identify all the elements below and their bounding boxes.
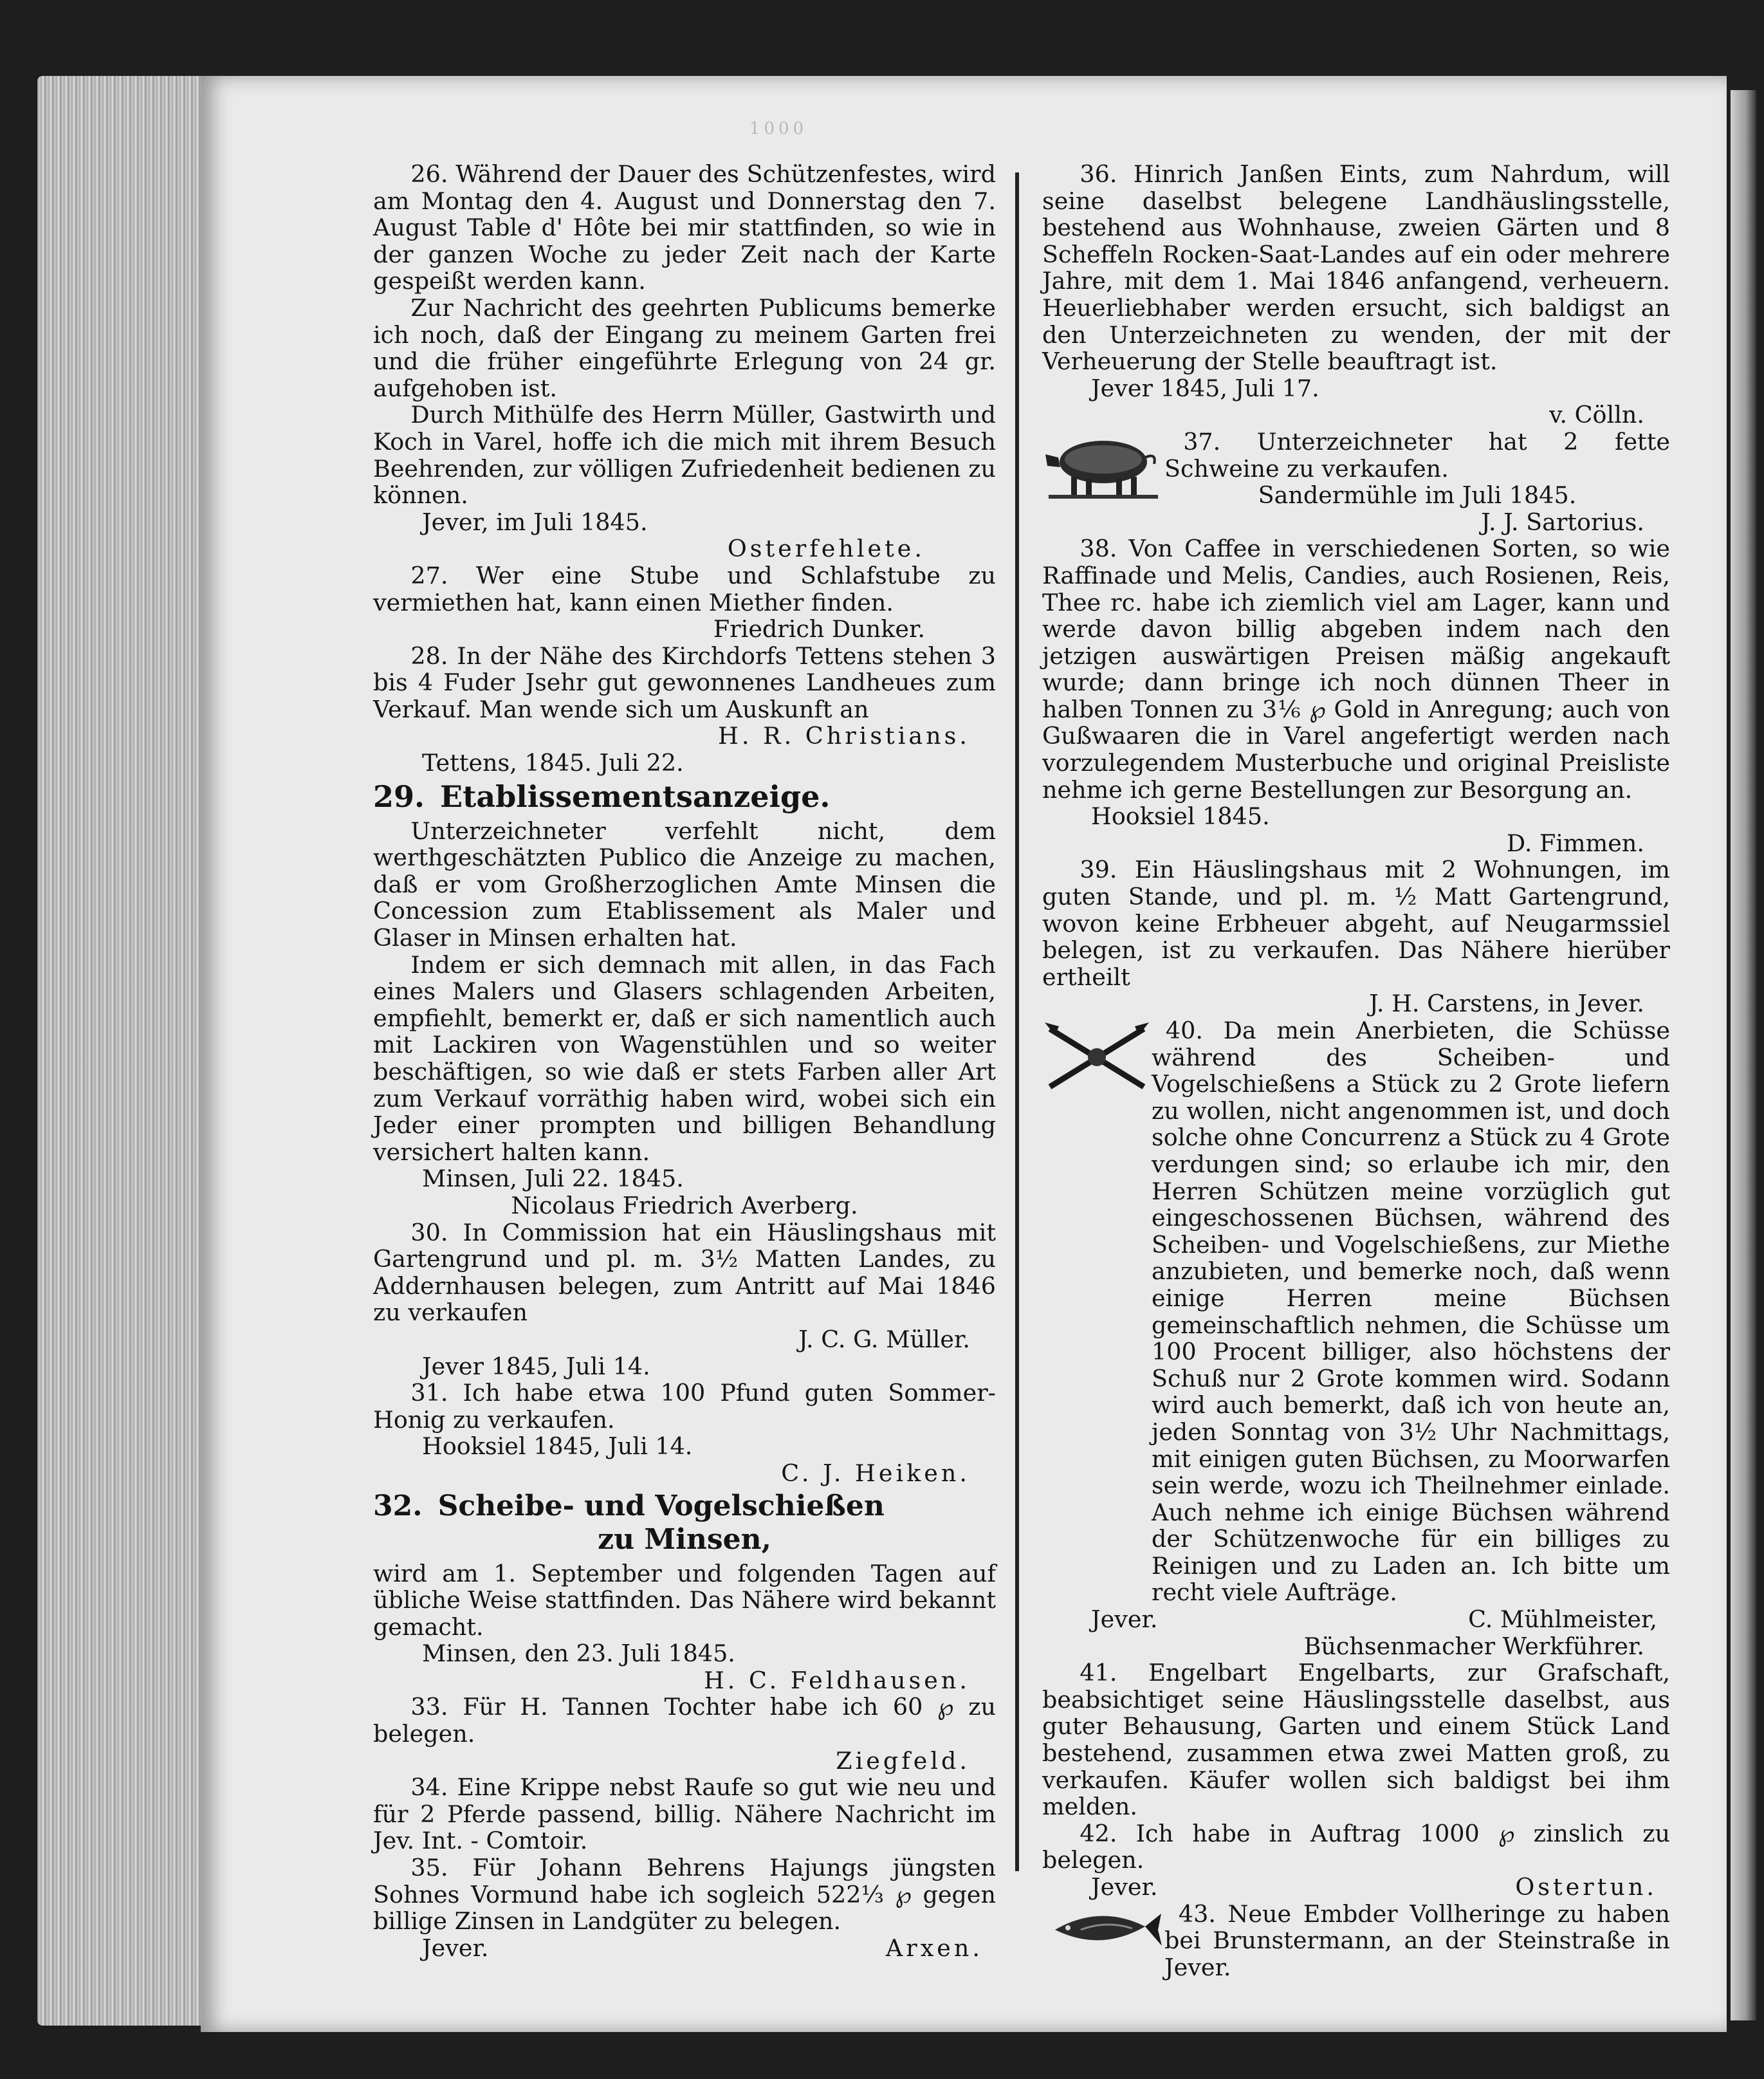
- notice-37: [1042, 429, 1670, 535]
- notice-signature: v. Cölln.: [1549, 401, 1644, 429]
- notice-place-date: Hooksiel 1845.: [1091, 802, 1270, 831]
- notice-place-date: Minsen, Juli 22. 1845.: [422, 1165, 684, 1193]
- column-divider: [1015, 172, 1019, 1871]
- notice-35: [373, 1854, 996, 1961]
- notice-text: Indem er sich demnach mit allen, in das Fach eines Malers und Glasers schlagenden Arbeiten, empfiehlt, bemerkt er, daß er sich namentlich auch mit Lackiren von Wagenstühlen und so weiter beschäftigen, so wie daß er stets Farben aller Art zum Verkauf vorräthig haben wird, wobei sich ein Jeder einer prompten und billigen Behandlung versichert halten kann.: [373, 950, 996, 1166]
- notice-40-top: [1042, 1017, 1670, 1606]
- notice-place-date: Jever 1845, Juli 17.: [1091, 374, 1319, 402]
- notice-text: 36. Hinrich Janßen Eints, zum Nahrdum, will seine daselbst belegene Landhäuslingsstelle, bestehend aus Wohnhause, zweien Gärten und 8 Scheffeln Rocken-Saat-Landes auf ein oder mehrere Jahre, mit dem 1. Mai 1846 anfangend, verheuern. Heuerliebhaber werden ersucht, sich baldigst an den Unterzeichneten zu wenden, der mit der Verheuerung der Stelle beauftragt ist.: [1042, 160, 1670, 376]
- notice-number: 29.: [373, 779, 425, 814]
- notice-signature: C. J. Heiken.: [781, 1459, 970, 1487]
- notice-40: [1042, 1017, 1670, 1659]
- notice-place-date: Sandermühle im Juli 1845.: [1258, 481, 1577, 510]
- notice-text: 40. Da mein Anerbieten, die Schüsse während des Scheiben- und Vogelschießens a Stück zu 2 Grote liefern zu wollen, nicht angenommen ist, und doch solche ohne Concurrenz a Stück zu 4 Grote verdungen sind; so erlaube ich mir, den Herren Schützen meine vorzüglich gut eingeschossenen Büchsen, während des Scheiben- und Vogelschießens, zur Miethe anzubieten, und bemerke noch, daß wenn einige Herren meine Büchsen gemeinschaftlich nehmen, die Schüsse um 100 Procent billiger, also höchstens der Schuß nur 2 Grote kommen wird. Sodann wird auch bemerkt, daß ich von heute an, jeden Sonntag von 3½ Uhr Nachmittags, mit einigen guten Büchsen, zu Moorwarfen sein werde, wozu ich Theilnehmer einlade. Auch nehme ich einige Büchsen während der Schützenwoche für ein billiges zu Reinigen und zu Laden an. Ich bitte um recht viele Aufträge.: [1152, 1017, 1670, 1607]
- notice-place-date: Hooksiel 1845, Juli 14.: [422, 1432, 693, 1461]
- crossed-rifles-icon: [1042, 1017, 1152, 1098]
- notice-38: [1042, 535, 1670, 856]
- notice-text: 41. Engelbart Engelbarts, zur Grafschaft, beabsichtiget seine Häuslingsstelle daselbst, aus guter Behausung, Garten und einem Stück Land bestehend, zusammen etwa zwei Matten groß, zu verkaufen. Käufer wollen sich baldigst bei ihm melden.: [1042, 1659, 1670, 1821]
- herring-icon: [1042, 1901, 1164, 1959]
- notice-text: 27. Wer eine Stube und Schlafstube zu vermiethen hat, kann einen Miether finden.: [373, 561, 996, 616]
- notice-text: Zur Nachricht des geehrten Publicums bemerke ich noch, daß der Eingang zu meinem Garten frei und die früher eingeführte Erlegung von 24 gr. aufgehoben ist.: [373, 293, 996, 402]
- notice-text: 43. Neue Embder Vollheringe zu haben bei Brunstermann, an der Steinstraße in Jever.: [1164, 1899, 1670, 1981]
- notice-heading: [373, 779, 996, 814]
- notice-text: 37. Unterzeichneter hat 2 fette Schweine zu verkaufen.: [1164, 427, 1670, 483]
- notice-text: 31. Ich habe etwa 100 Pfund guten Sommer-Honig zu verkaufen.: [373, 1379, 996, 1434]
- notice-33: [373, 1694, 996, 1774]
- notice-signature: D. Fimmen.: [1506, 829, 1644, 857]
- notice-32: [373, 1490, 996, 1694]
- notice-27: [373, 562, 996, 643]
- notice-place-date: Jever.: [1091, 1873, 1158, 1901]
- notice-footer: [373, 1935, 996, 1962]
- notice-text: 42. Ich habe in Auftrag 1000 ℘ zinslich zu belegen.: [1042, 1819, 1670, 1874]
- page-folio: 1000: [749, 119, 808, 138]
- notice-text: Unterzeichneter verfehlt nicht, dem werthgeschätzten Publico die Anzeige zu machen, daß er vom Großherzoglichen Amte Minsen die Concession zum Etablissement als Maler und Glaser in Minsen erhalten hat.: [373, 817, 996, 952]
- notice-text: 26. Während der Dauer des Schützenfestes, wird am Montag den 4. August und Donnerstag den 7. August Table d' Hôte bei mir stattfinden, so wie in der ganzen Woche zu jeder Zeit nach der Karte gespeißt werden kann.: [373, 160, 996, 295]
- notice-place-date: Tettens, 1845. Juli 22.: [422, 749, 684, 777]
- notice-footer: [1042, 1874, 1670, 1901]
- notice-28: [373, 643, 996, 777]
- notice-30: [373, 1219, 996, 1380]
- notice-31: [373, 1380, 996, 1486]
- notice-text: 34. Eine Krippe nebst Raufe so gut wie neu und für 2 Pferde passend, billig. Nähere Nachricht im Jev. Int. - Comtoir.: [373, 1773, 996, 1855]
- notice-text: 28. In der Nähe des Kirchdorfs Tettens stehen 3 bis 4 Fuder Jsehr gut gewonnenes Landheues zum Verkauf. Man wende sich um Auskunft an: [373, 642, 996, 723]
- notice-text: Durch Mithülfe des Herrn Müller, Gastwirth und Koch in Varel, hoffe ich die mich mit ihrem Besuch Beehrenden, zur völligen Zufriedenheit bedienen zu können.: [373, 401, 996, 510]
- notice-footer: [1042, 1606, 1670, 1633]
- notice-26: [373, 161, 996, 562]
- right-column: [1042, 161, 1670, 1981]
- notice-place-date: Jever.: [1091, 1605, 1158, 1634]
- notice-29: [373, 779, 996, 1219]
- notice-41: [1042, 1659, 1670, 1820]
- heading-text-line2: zu Minsen,: [598, 1522, 771, 1556]
- heading-text: Scheibe- und Vogelschießen: [437, 1489, 885, 1522]
- notice-signature: Arxen.: [885, 1934, 983, 1962]
- notice-text: 33. Für H. Tannen Tochter habe ich 60 ℘ zu belegen.: [373, 1693, 996, 1748]
- notice-place-date: Minsen, den 23. Juli 1845.: [422, 1640, 735, 1668]
- notice-signature: J. C. G. Müller.: [798, 1325, 970, 1353]
- notice-signature: Ziegfeld.: [836, 1746, 970, 1775]
- notice-body: [1164, 429, 1670, 535]
- notice-text: 39. Ein Häuslingshaus mit 2 Wohnungen, im guten Stande, und pl. m. ½ Matt Gartengrund, wovon keine Erbheuer abgeht, auf Neugarmssiel belegen, ist zu verkaufen. Das Nähere hierüber ertheilt: [1042, 856, 1670, 991]
- notice-39: [1042, 856, 1670, 1017]
- notice-signature-line2: Büchsenmacher Werkführer.: [1303, 1632, 1644, 1660]
- notice-text: 38. Von Caffee in verschiedenen Sorten, so wie Raffinade und Melis, Candies, auch Rosienen, Reis, Thee rc. habe ich ziemlich viel am Lager, kann und werde davon billig abgeben indem nach den jetzigen auswärtigen Preisen mäßig angekauft wurde; dann bringe ich noch dünnen Theer in halben Tonnen zu 3⅙ ℘ Gold in Anregung; auch von Gußwaaren die in Varel angefertigt werden nach vorzulegendem Musterbuche und original Preisliste nehme ich gerne Bestellungen zur Besorgung an.: [1042, 535, 1670, 804]
- notice-signature: Ostertun.: [1515, 1873, 1657, 1901]
- notice-43: [1042, 1901, 1670, 1981]
- notice-signature: H. R. Christians.: [718, 722, 970, 750]
- notice-text: 35. Für Johann Behrens Hajungs jüngsten Sohnes Vormund habe ich sogleich 522⅓ ℘ gegen billige Zinsen in Landgüter zu belegen.: [373, 1854, 996, 1936]
- notice-place-date: Jever 1845, Juli 14.: [422, 1352, 650, 1380]
- notice-text: wird am 1. September und folgenden Tagen auf übliche Weise stattfinden. Das Nähere wird bekannt gemacht.: [373, 1559, 996, 1641]
- notice-signature: C. Mühlmeister,: [1468, 1605, 1657, 1634]
- pig-woodcut-icon: [1042, 429, 1164, 506]
- notice-42: [1042, 1820, 1670, 1901]
- notice-number: 32.: [373, 1489, 423, 1522]
- page-right-edge: [1731, 90, 1756, 2020]
- notice-signature: H. C. Feldhausen.: [703, 1666, 970, 1694]
- notice-text: 30. In Commission hat ein Häuslingshaus mit Gartengrund und pl. m. 3½ Matten Landes, zu Addernhausen belegen, zum Antritt auf Mai 1846 zu verkaufen: [373, 1218, 996, 1327]
- notice-place-date: Jever, im Juli 1845.: [422, 508, 648, 536]
- notice-signature: Friedrich Dunker.: [713, 615, 925, 643]
- notice-36: [1042, 161, 1670, 429]
- notice-signature: Nicolaus Friedrich Averberg.: [511, 1191, 858, 1219]
- notice-heading: [373, 1490, 996, 1557]
- notice-34: [373, 1774, 996, 1854]
- notice-signature: J. H. Carstens, in Jever.: [1369, 990, 1644, 1018]
- notice-place-date: Jever.: [422, 1934, 489, 1962]
- notice-signature: Osterfehlete.: [727, 535, 925, 563]
- notice-signature: J. J. Sartorius.: [1481, 508, 1644, 536]
- left-column: [373, 161, 996, 1961]
- heading-text: Etablissementsanzeige.: [440, 779, 831, 814]
